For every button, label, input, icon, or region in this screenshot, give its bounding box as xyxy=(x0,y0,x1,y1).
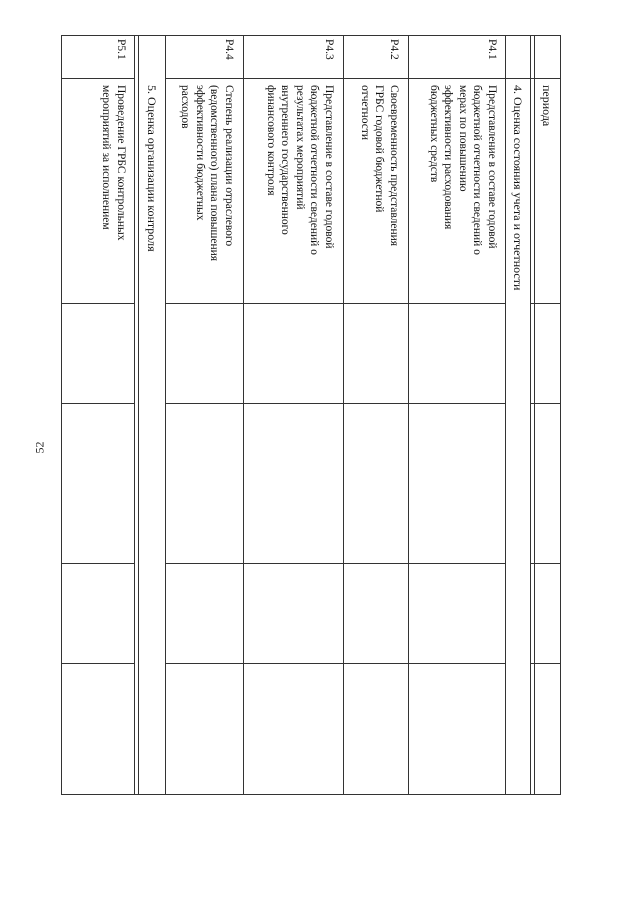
table-cell-period: периода xyxy=(540,85,554,127)
table-rule xyxy=(61,403,135,404)
table-rule xyxy=(61,35,62,795)
section-heading: 5. Оценка организации контроля xyxy=(145,85,159,252)
section-heading: 4. Оценка состояния учета и отчетности xyxy=(511,85,525,291)
table-rule xyxy=(165,563,506,564)
table-rule xyxy=(343,35,344,795)
table-rule xyxy=(165,35,166,795)
table-rule xyxy=(243,35,244,795)
table-rule xyxy=(165,663,506,664)
indicator-code: P4.4 xyxy=(223,39,235,60)
table-rule xyxy=(560,35,561,795)
indicator-code: P4.2 xyxy=(388,39,400,60)
table-rule xyxy=(505,78,561,79)
table-rule xyxy=(530,563,561,564)
indicator-code: P5.1 xyxy=(115,39,127,60)
indicator-name: Проведение ГРБС контрольных мероприятий за исполнением xyxy=(100,85,127,241)
table-rule xyxy=(165,403,506,404)
indicator-name: Представление в составе годовой бюджетной отчетности сведений о результатах мероприятий внутреннего государственного финансового контроля xyxy=(265,85,335,255)
indicator-code: P4.1 xyxy=(486,39,498,60)
indicator-name: Представление в составе годовой бюджетной отчетности сведений о мерах по повышению эффективности расходования бюджетных средств xyxy=(428,85,498,255)
table-rule xyxy=(534,35,535,795)
table-rule xyxy=(408,35,409,795)
table-rule xyxy=(165,303,506,304)
table-rule xyxy=(530,303,561,304)
table-rule xyxy=(530,663,561,664)
table-rule xyxy=(138,35,139,795)
table-rule xyxy=(61,663,135,664)
indicator-name: Степень реализации отраслевого (ведомственного) плана повышения эффективности бюджетных расходов xyxy=(179,85,235,262)
table-rule xyxy=(165,78,506,79)
table-rule xyxy=(530,403,561,404)
indicator-table xyxy=(61,35,561,795)
table-rule xyxy=(530,35,531,795)
table-rule xyxy=(134,35,135,795)
table-rule xyxy=(61,35,561,36)
table-rule xyxy=(61,303,135,304)
table-rule xyxy=(505,35,506,795)
table-rule xyxy=(61,563,135,564)
indicator-name: Своевременность представления ГРБС годовой бюджетной отчетности xyxy=(359,85,400,247)
page-number: 52 xyxy=(32,441,47,454)
table-rule xyxy=(61,794,561,795)
table-rule xyxy=(61,78,135,79)
indicator-code: P4.3 xyxy=(323,39,335,60)
